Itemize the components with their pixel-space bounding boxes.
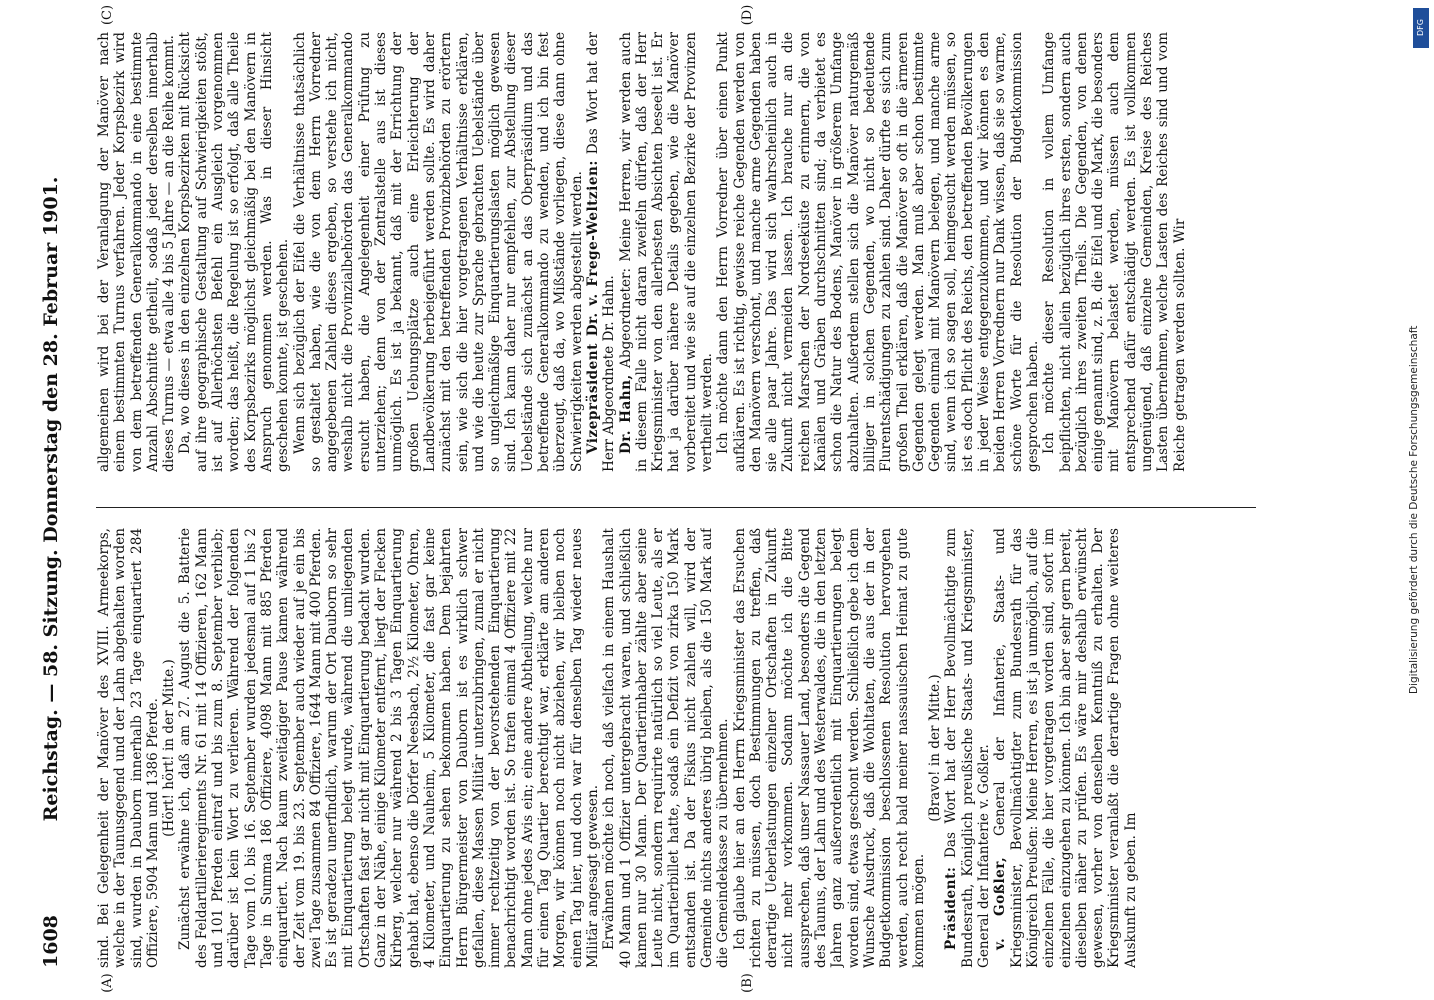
speaker-name: Vizepräsident Dr. v. Frege-Weltzien: xyxy=(584,160,601,454)
text-column-right xyxy=(96,32,1256,472)
speaker-name: v. Goßler, xyxy=(992,856,1009,950)
page-number: 1608 xyxy=(40,915,62,968)
speaker-paragraph xyxy=(992,528,1139,968)
paragraph: Zunächst erwähne ich, daß am 27. August die 5. Batterie des Feldartillerieregiments Nr. 61 mit 14 Offizieren, 162 Mann und 101 Pferden eintraf und bis zum 8. September verblieb; darüber ist kein Wort zu verlieren. Während der folgenden Tage vom 10. bis 16. September wurden jedesmal auf 1 bis 2 Tage in Summa 186 Offiziere, 4098 Mann mit 885 Pferden einquartiert. Nach kaum zweitägiger Pause kamen während der Zeit vom 19. bis 23. September auch wieder auf je ein bis zwei Tage zusammen 84 Offiziere, 1644 Mann mit 400 Pferden. Es ist geradezu unerfindlich, warum der Ort Dauborn so sehr mit Einquartierung belegt wurde, während die umliegenden Ortschaften fast gar nicht mit Einquartierung bedacht wurden. Ganz in der Nähe, einige Kilometer entfernt, liegt der Flecken Kirberg, welcher nur während 2 bis 3 Tagen Einquartierung gehabt hat, ebenso die Dörfer Neesbach, 2½ Kilometer, Ohren, 4 Kilometer, und Nauheim, 5 Kilometer, die fast gar keine Einquartierung zu sehen bekommen haben. Dem bejahrten Herrn Bürgermeister von Dauborn ist es wirklich schwer gefallen, diese Massen Militär unterzubringen, zumal er nicht immer rechtzeitig von der bevorstehenden Einquartierung benachrichtigt worden ist. So trafen einmal 4 Offiziere mit 22 Mann ohne jedes Avis ein; eine andere Abtheilung, welche nur für einen Tag Quartier berechtigt war, erklärte am anderen Morgen, wir können noch nicht abziehen, wir bleiben noch einen Tag hier, und doch war für denselben Tag wieder neues Militär angesagt gewesen. xyxy=(177,528,601,968)
dfg-logo: DFG xyxy=(1413,8,1429,48)
paragraph: Ich möchte dann den Herrn Vorredner über einen Punkt aufklären. Es ist richtig, gewisse reiche Gegenden werden von den Manövern verschont, und manche arme Gegenden haben sie alle paar Jahre. Das wird sich wahrscheinlich auch in Zukunft nicht vermeiden lassen. Ich brauche nur an die reichen Marschen der Nordseeküste zu erinnern, die von Kanälen und Gräben durchschnitten sind; da verbietet es schon die Natur des Bodens, Manöver in größerem Umfange abzuhalten. Außerdem stellen sich die Manöver naturgemäß billiger in solchen Gegenden, wo nicht so bedeutende Flurentschädigungen zu zahlen sind. Daher dürfte es sich zum großen Theil erklären, daß die Manöver so oft in die ärmeren Gegenden gelegt werden. Man muß aber schon bestimmte Gegenden einmal mit Manövern belegen, und manche arme sind, wenn ich so sagen soll, heimgesucht werden müssen, so ist es doch Pflicht des Reichs, den betreffenden Bevölkerungen in jeder Weise entgegenzukommen, und wir können es den beiden Herren Vorrednern nur Dank wissen, daß sie so warme, schöne Worte für die Resolution der Budgetkommission gesprochen haben. xyxy=(715,32,1041,472)
margin-mark-a: (A) xyxy=(100,973,115,993)
speaker-name: Präsident: xyxy=(943,866,960,950)
margin-mark-d: (D) xyxy=(740,4,755,26)
column-divider xyxy=(96,507,1256,508)
interjection: (Hört! hört! in der Mitte.) xyxy=(161,659,178,837)
interjection: (Bravo! in der Mitte.) xyxy=(927,674,944,822)
paragraph: Erwähnen möchte ich noch, daß vielfach in einem Haushalt 40 Mann und 1 Offizier untergebracht waren, und schließlich kamen nur 30 Mann. Der Quartierinhaber zählte aber seine Leute nicht, sondern requirirte natürlich so viel Leute, als er im Quartierbillet hatte, sodaß ein Defizit von zirka 150 Mark entstanden ist. Da der Fiskus nicht zahlen will, wird der Gemeinde nichts anderes übrig bleiben, als die 150 Mark auf die Gemeindekasse zu übernehmen. xyxy=(601,528,732,968)
speaker-name: Dr. Hahn, xyxy=(617,374,634,454)
paragraph: Da, wo dieses in den einzelnen Korpsbezirken mit Rücksicht auf ihre geographische Gestaltung auf Schwierigkeiten stößt, ist auf Allerhöchsten Befehl ein Ausgleich vorgenommen worden; das heißt, die Regelung ist so erfolgt, daß alle Theile des Korpsbezirks möglichst gleichmäßig bei den Manövern in Anspruch genommen werden. Was in dieser Hinsicht geschehen konnte, ist geschehen. xyxy=(177,32,292,472)
page-title: Reichstag. — 58. Sitzung. Donnerstag den 28. Februar 1901. xyxy=(40,176,62,822)
paragraph: Wenn sich bezüglich der Eifel die Verhältnisse thatsächlich so gestaltet haben, wie die von dem Herrn Vorredner angegebenen Zahlen dieses ergeben, so verstehe ich nicht, weshalb nicht die Provinzialbehörden das Generalkommando ersucht haben, die Angelegenheit einer Prüfung zu unterziehen; denn von der Zentralstelle aus ist dieses unmöglich. Es ist ja bekannt, daß mit der Errichtung der großen Uebungsplätze auch eine Erleichterung der Landbevölkerung herbeigeführt werden sollte. Es wird daher zunächst mit den betreffenden Provinzbehörden zu erörtern sein, wie sich die hier vorgetragenen Verhältnisse erklären, und wie die heute zur Sprache gebrachten Uebelstände über so ungleichmäßige Einquartierungslasten möglich gewesen sind. Ich kann daher nur empfehlen, zur Abstellung dieser Uebelstände sich zunächst an das Oberpräsidium und das betreffende Generalkommando zu wenden, und ich bin fest überzeugt, daß da, wo Mißstände vorliegen, diese dann ohne Schwierigkeiten werden abgestellt werden. xyxy=(291,32,585,472)
text-column-left xyxy=(96,528,1256,968)
speech-text: Abgeordneter: Meine Herren, wir werden auch in diesem Falle nicht daran zweifeln dürfen, daß der Herr Kriegsminister von den allerbesten Absichten beseelt ist. Er hat ja darüber nähere Details gegeben, wie die Manöver vorbereitet und wie sie auf die einzelnen Bezirke der Provinzen vertheilt werden. xyxy=(617,32,715,472)
paragraph: Ich glaube hier an den Herrn Kriegsminister das Ersuchen richten zu müssen, doch Bestimmungen zu treffen, daß derartige Ueberlastungen einzelner Ortschaften in Zukunft nicht mehr vorkommen. Sodann möchte ich die Bitte aussprechen, daß unser Nassauer Land, besonders die Gegend des Taunus, der Lahn und des Westerwaldes, die in den letzten Jahren ganz außerordentlich mit Einquartierungen belegt worden sind, etwas geschont werden. Schließlich gebe ich dem Wunsche Ausdruck, daß die Wohltaten, die aus der in der Budgetkommission beschlossenen Resolution hervorgehen werden, auch recht bald meiner nassauischen Heimat zu gute kommen mögen. xyxy=(731,528,927,968)
speaker-paragraph xyxy=(618,32,716,472)
speech-text: Das Wort hat der Herr Bevollmächtigte zum Bundesrath, Königlich preußische Staats- und Kriegsminister, General der Infanterie v. Goßler. xyxy=(943,528,993,968)
paragraph: allgemeinen wird bei der Veranlagung der Manöver nach einem bestimmten Turnus verfahren. Jeder Korpsbezirk wird von dem betreffenden Generalkommando in eine bestimmte Anzahl Abschnitte getheilt, sodaß jeder derselben innerhalb dieses Turnus — etwa alle 4 bis 5 Jahre — an die Reihe kommt. xyxy=(96,32,178,472)
speaker-paragraph xyxy=(585,32,618,472)
digitization-credit: Digitalisierung gefördert durch die Deutsche Forschungsgemeinschaft xyxy=(1408,325,1420,695)
margin-mark-b: (B) xyxy=(740,973,755,993)
page-header xyxy=(40,30,74,968)
speech-text: Das Wort hat der Herr Abgeordnete Dr. Hahn. xyxy=(584,32,618,472)
margin-mark-c: (C) xyxy=(100,4,115,26)
paragraph: sind. Bei Gelegenheit der Manöver des XVIII. Armeekorps, welche in der Taunusgegend und der Lahn abgehalten worden sind, wurden in Dauborn innerhalb 23 Tage einquartiert 284 Offiziere, 5904 Mann und 1386 Pferde. xyxy=(96,528,161,968)
speech-text: General der Infanterie, Staats- und Kriegsminister, Bevollmächtigter zum Bundesrath für das Königreich Preußen: Meine Herren, es ist ja unmöglich, auf die einzelnen Fälle, die hier vorgetragen worden sind, sofort im einzelnen einzugehen zu können. Ich bin aber sehr gern bereit, dieselben näher zu prüfen. Es wäre mir deshalb erwünscht gewesen, vorher von denselben Kenntniß zu erhalten. Der Kriegsminister veranlaßt die derartige Fragen ohne weiteres Auskunft zu geben. Im xyxy=(992,528,1139,968)
paragraph: Ich möchte dieser Resolution in vollem Umfange beipflichten, nicht allein bezüglich ihres ersten, sondern auch bezüglich ihres zweiten Theils. Die Gegenden, von denen einige genannt sind, z. B. die Eifel und die Mark, die besonders mit Manövern belastet werden, müssen auch dem entsprechend dafür entschädigt werden. Es ist vollkommen ungenügend, daß einzelne Gemeinden, Kreise des Reiches Lasten übernehmen, welche Lasten des Reiches sind und vom Reiche getragen werden sollten. Wir xyxy=(1041,32,1188,472)
speaker-paragraph xyxy=(943,528,992,968)
